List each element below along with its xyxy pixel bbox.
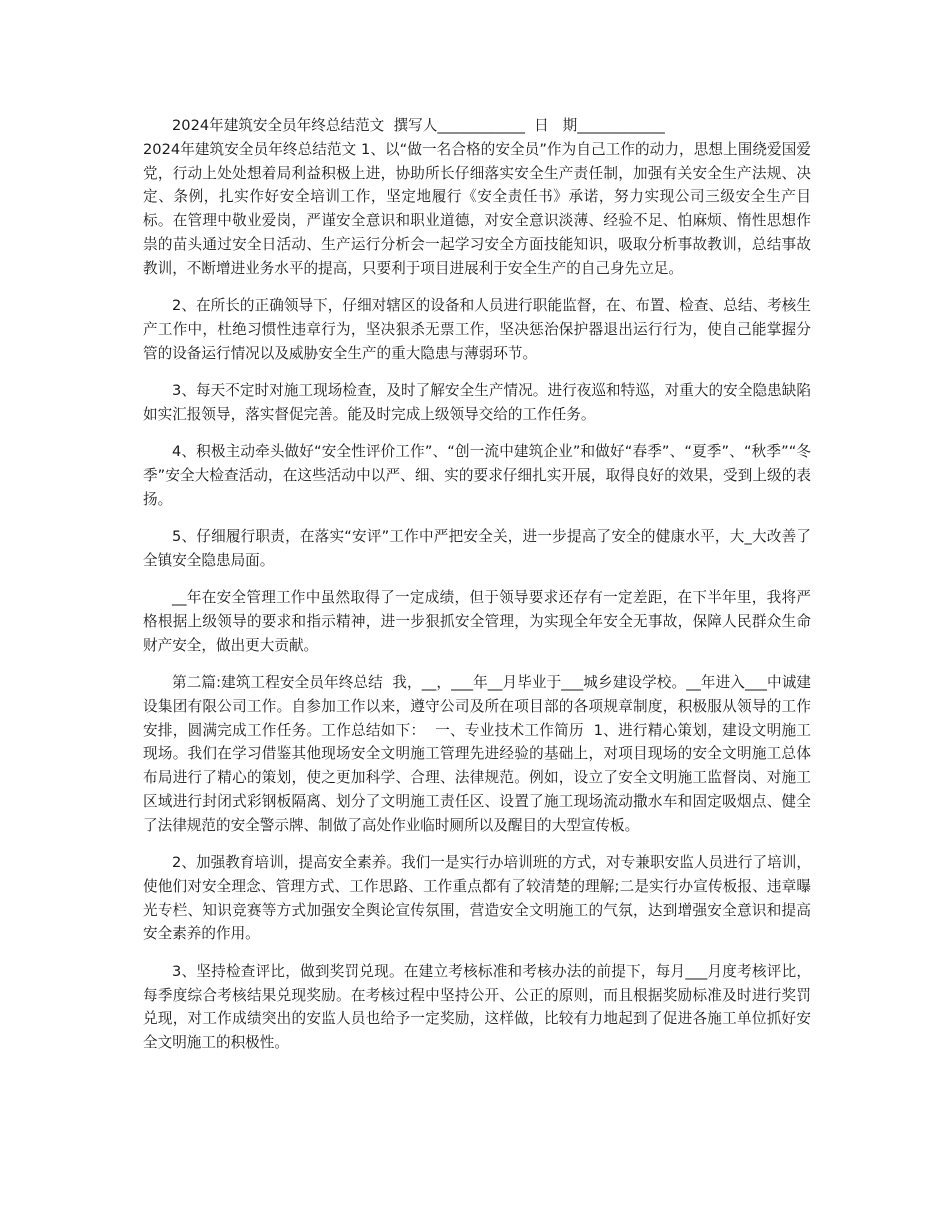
paragraph-8: 2、加强教育培训，提高安全素养。我们一是实行办培训班的方式，对专兼职安监人员进行了培训，使他们对安全理念、管理方式、工作思路、工作重点都有了较清楚的理解;二是实行办宣传板报、违章曝光专栏、知识竞赛等方式加强安全舆论宣传氛围，营造安全文明施工的气氛，达到增强安全意识和提高安全素养的作用。	[143, 854, 811, 943]
paragraph-3: 3、每天不定时对施工现场检查，及时了解安全生产情况。进行夜巡和特巡，对重大的安全隐患缺陷如实汇报领导，落实督促完善。能及时完成上级领导交给的工作任务。	[143, 381, 811, 423]
paragraph-4: 4、积极主动牵头做好“安全性评价工作”、“创一流中建筑企业”和做好“春季”、“夏季”、“秋季”“冬季”安全大检查活动，在这些活动中以严、细、实的要求仔细扎实开展，取得良好的效果，受到上级的表扬。	[143, 443, 811, 508]
paragraph-2: 2、在所长的正确领导下，仔细对辖区的设备和人员进行职能监督，在、布置、检查、总结、考核生产工作中，杜绝习惯性违章行为，坚决狠杀无票工作，坚决惩治保护器退出运行行为，使自己能掌握分管的设备运行情况以及威胁安全生产的重大隐患与薄弱环节。	[143, 297, 811, 362]
document-page	[143, 114, 811, 1068]
document-header-line: 2024年建筑安全员年终总结范文 撰写人____________ 日 期____________	[172, 117, 665, 134]
paragraph-6: __年在安全管理工作中虽然取得了一定成绩，但于领导要求还存有一定差距，在下半年里，我将严格根据上级领导的要求和指示精神，进一步狠抓安全管理，为实现全年安全无事故，保障人民群众生命财产安全，做出更大贡献。	[143, 589, 811, 654]
intro-block	[143, 114, 811, 281]
paragraph-9: 3、坚持检查评比，做到奖罚兑现。在建立考核标准和考核办法的前提下，每月___月度考核评比，每季度综合考核结果兑现奖励。在考核过程中坚持公开、公正的原则，而且根据奖励标准及时进行奖罚兑现，对工作成绩突出的安监人员也给予一定奖励，这样做，比较有力地起到了促进各施工单位抓好安全文明施工的积极性。	[143, 962, 811, 1052]
paragraph-section-two: 第二篇:建筑工程安全员年终总结 我，__，___年__月毕业于___城乡建设学校。__年进入___中诚建设集团有限公司工作。自参加工作以来，遵守公司及所在项目部的各项规章制度，积极服从领导的工作安排，圆满完成工作任务。工作总结如下： 一、专业技术工作简历 1、进行精心策划，建设文明施工现场。我们在学习借鉴其他现场安全文明施工管理先进经验的基础上，对项目现场的安全文明施工总体布局进行了精心的策划，使之更加科学、合理、法律规范。例如，设立了安全文明施工监督岗、对施工区域进行封闭式彩钢板隔离、划分了文明施工责任区、设置了施工现场流动撒水车和固定吸烟点、健全了法律规范的安全警示牌、制做了高处作业临时厕所以及醒目的大型宣传板。	[143, 673, 811, 834]
paragraph-1: 2024年建筑安全员年终总结范文 1、以“做一名合格的安全员”作为自己工作的动力，思想上围绕爱国爱党，行动上处处想着局利益积极上进，协助所长仔细落实安全生产责任制，加强有关安全生产法规、决定、条例，扎实作好安全培训工作，坚定地履行《安全责任书》承诺，努力实现公司三级安全生产目标。在管理中敬业爱岗，严谨安全意识和职业道德，对安全意识淡薄、经验不足、怕麻烦、惰性思想作祟的苗头通过安全日活动、生产运行分析会一起学习安全方面技能知识，吸取分析事故教训，总结事故教训，不断增进业务水平的提高，只要利于项目进展利于安全生产的自己身先立足。	[143, 140, 811, 277]
paragraph-5: 5、仔细履行职责，在落实“安评”工作中严把安全关，进一步提高了安全的健康水平，大_大改善了全镇安全隐患局面。	[143, 527, 811, 569]
